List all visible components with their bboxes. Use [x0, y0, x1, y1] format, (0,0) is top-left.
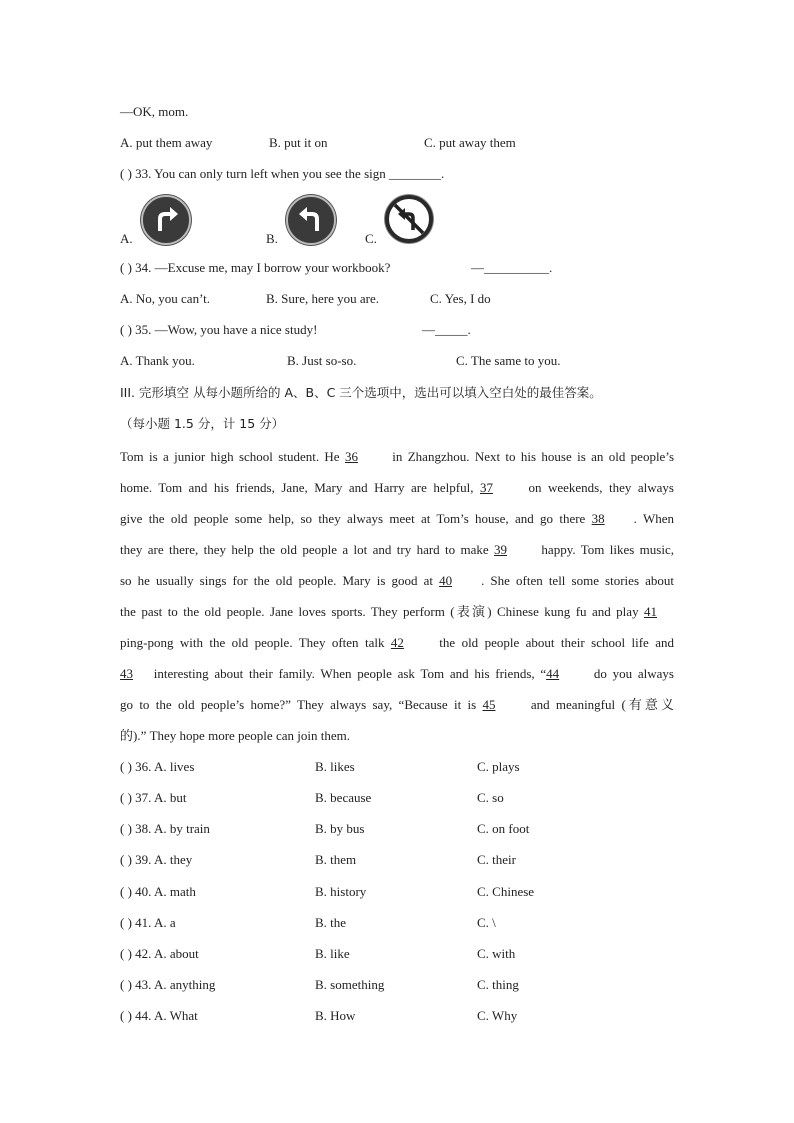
passage-line: 43 interesting about their family. When people ask Tom and his friends, “44 do you always	[120, 658, 674, 689]
q33-label-b: B.	[266, 231, 278, 246]
q35-stem: ( ) 35. —Wow, you have a nice study!	[120, 322, 318, 337]
question-43-option-c: C. thing	[477, 977, 519, 992]
q35-option-c: C. The same to you.	[456, 353, 561, 368]
blank-45: 45	[482, 697, 496, 712]
question-42-option-c: C. with	[477, 946, 516, 961]
question-43: ( ) 43. A. anything	[120, 977, 216, 992]
section-title: III. 完形填空 从每小题所给的 A、B、C 三个选项中，选出可以填入空白处的最佳答案。	[120, 385, 602, 400]
q32-option-b: B. put it on	[269, 135, 328, 150]
question-36: ( ) 36. A. lives	[120, 759, 195, 774]
blank-41: 41	[644, 604, 657, 619]
turn-left-sign-icon	[286, 195, 336, 245]
q34-option-c: C. Yes, I do	[430, 291, 491, 306]
q33-stem: ( ) 33. You can only turn left when you see the sign ________.	[120, 166, 445, 181]
question-37: ( ) 37. A. but	[120, 790, 187, 805]
blank-44: 44	[546, 666, 560, 681]
question-44-option-c: C. Why	[477, 1008, 518, 1023]
q35-option-a: A. Thank you.	[120, 353, 195, 368]
question-41-option-c: C. \	[477, 915, 496, 930]
q35-option-b: B. Just so-so.	[287, 353, 357, 368]
question-39-option-c: C. their	[477, 852, 516, 867]
q34-option-b: B. Sure, here you are.	[266, 291, 379, 306]
q34-stem: ( ) 34. —Excuse me, may I borrow your workbook?	[120, 260, 391, 275]
question-36-option-c: C. plays	[477, 759, 520, 774]
question-39-option-b: B. them	[315, 852, 357, 867]
question-37-option-c: C. so	[477, 790, 504, 805]
blank-38: 38	[591, 511, 605, 526]
blank-37: 37	[479, 480, 493, 495]
question-43-option-b: B. something	[315, 977, 385, 992]
passage-line: give the old people some help, so they always meet at Tom’s house, and go there 38 . When	[120, 503, 674, 534]
question-38: ( ) 38. A. by train	[120, 821, 210, 836]
q32-option-c: C. put away them	[424, 135, 516, 150]
question-40: ( ) 40. A. math	[120, 884, 196, 899]
question-40-option-c: C. Chinese	[477, 884, 535, 899]
passage-line: they are there, they help the old people a lot and try hard to make 39 happy. Tom likes music,	[120, 534, 674, 565]
cloze-passage	[120, 441, 674, 751]
turn-right-sign-icon	[141, 195, 191, 245]
blank-36: 36	[344, 449, 358, 464]
q33-label-c: C.	[365, 231, 377, 246]
question-41-option-b: B. the	[315, 915, 347, 930]
blank-40: 40	[439, 573, 453, 588]
question-40-option-b: B. history	[315, 884, 367, 899]
question-36-option-b: B. likes	[315, 759, 355, 774]
blank-42: 42	[390, 635, 404, 650]
q33-label-a: A.	[120, 231, 133, 246]
passage-line: Tom is a junior high school student. He 36 in Zhangzhou. Next to his house is an old people’s	[120, 441, 674, 472]
section-subtitle: （每小题 1.5 分，计 15 分）	[120, 416, 285, 431]
passage-line: so he usually sings for the old people. Mary is good at 40 . She often tell some stories about	[120, 565, 674, 596]
answer-line: —OK, mom.	[120, 104, 189, 119]
question-38-option-c: C. on foot	[477, 821, 530, 836]
q32-option-a: A. put them away	[120, 135, 213, 150]
question-41: ( ) 41. A. a	[120, 915, 176, 930]
question-39: ( ) 39. A. they	[120, 852, 193, 867]
question-37-option-b: B. because	[315, 790, 372, 805]
q34-answer-blank: —__________.	[471, 260, 553, 275]
question-38-option-b: B. by bus	[315, 821, 365, 836]
question-42-option-b: B. like	[315, 946, 350, 961]
q35-answer-blank: —_____.	[422, 322, 471, 337]
no-left-turn-sign-icon	[385, 195, 433, 243]
passage-line: ping-pong with the old people. They often talk 42 the old people about their school life and	[120, 627, 674, 658]
question-44-option-b: B. How	[315, 1008, 356, 1023]
passage-line: go to the old people’s home?” They always say, “Because it is 45 and meaningful (有意义	[120, 689, 674, 720]
blank-43: 43	[120, 666, 133, 681]
passage-line: the past to the old people. Jane loves sports. They perform (表演) Chinese kung fu and play 41	[120, 596, 674, 627]
question-44: ( ) 44. A. What	[120, 1008, 198, 1023]
question-42: ( ) 42. A. about	[120, 946, 199, 961]
blank-39: 39	[494, 542, 508, 557]
passage-line: 的).” They hope more people can join them.	[120, 728, 350, 743]
passage-line: home. Tom and his friends, Jane, Mary and Harry are helpful, 37 on weekends, they always	[120, 472, 674, 503]
q34-option-a: A. No, you can’t.	[120, 291, 211, 306]
